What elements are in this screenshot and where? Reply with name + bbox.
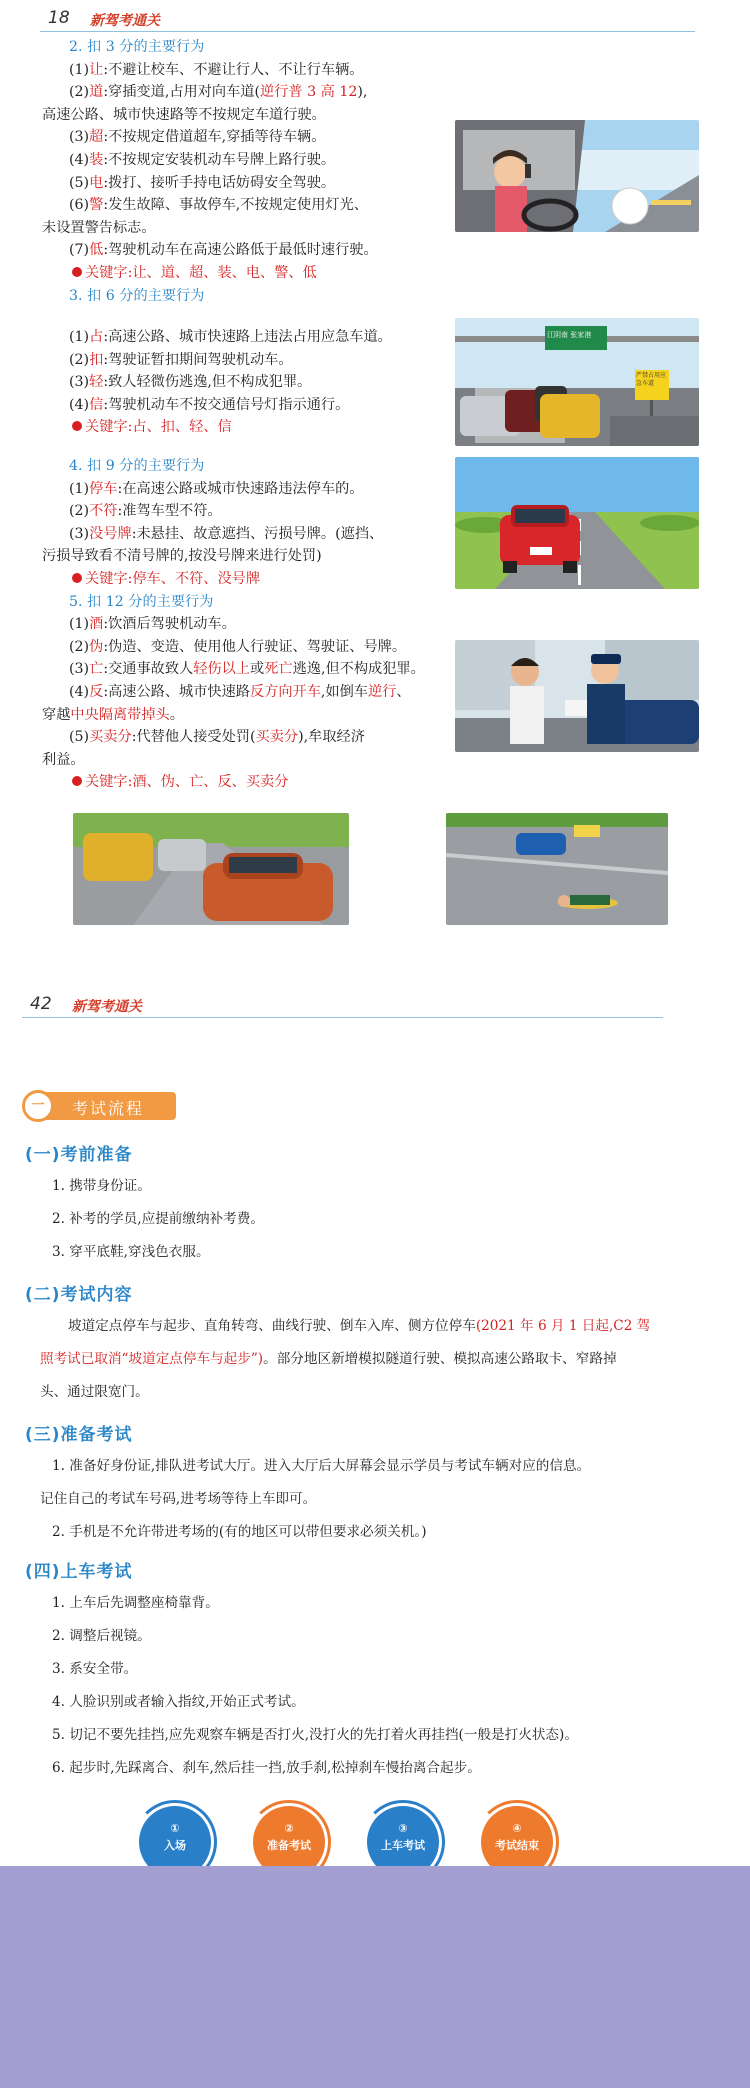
page-header: [22, 994, 663, 1018]
step-board: ③ 上车考试: [367, 1806, 439, 1878]
book-title: 新驾考通关: [72, 999, 142, 1015]
list-item: 2. 手机是不允许带进考场的(有的地区可以带但要求必须关机。): [52, 1524, 427, 1540]
rule-item: (1)停车:在高速公路或城市快速路违法停车的。: [69, 480, 364, 497]
list-item: 2. 调整后视镜。: [52, 1628, 151, 1644]
rule-item-cont: 污损导致看不清号牌的,按没号牌来进行处罚): [42, 548, 322, 565]
list-item: 1. 携带身份证。: [52, 1178, 151, 1194]
rule-item: (3)超:不按规定借道超车,穿插等待车辆。: [69, 129, 326, 146]
bottom-band: [0, 1866, 750, 2088]
section-number: 一: [22, 1090, 54, 1122]
page-header: [40, 8, 695, 32]
section-3pt: [42, 36, 447, 307]
rule-item: (1)酒:饮酒后驾驶机动车。: [69, 616, 236, 633]
keywords-3pt: 关键字:让、道、超、装、电、警、低: [42, 262, 447, 285]
page-number: 18: [48, 8, 70, 28]
heading-9pt: 4. 扣 9 分的主要行为: [69, 458, 205, 474]
rule-item: (5)电:拨打、接听手持电话妨碍安全驾驶。: [69, 174, 336, 191]
list-item: 6. 起步时,先踩离合、刹车,然后挂一挡,放手刹,松掉刹车慢抬离合起步。: [52, 1760, 481, 1776]
bullet-icon: [72, 267, 82, 277]
green-sign-text: 江阴南 张家港: [547, 331, 592, 339]
rule-item: (1)让:不避让校车、不避让行人、不让行车辆。: [69, 61, 364, 78]
illustration-police-check: [455, 640, 699, 752]
rule-item: (2)不符:准驾车型不符。: [69, 503, 222, 520]
bullet-icon: [72, 776, 82, 786]
keywords-12pt: 关键字:酒、伪、亡、反、买卖分: [42, 771, 447, 794]
list-item: 1. 准备好身份证,排队进考试大厅。进入大厅后大屏幕会显示学员与考试车辆对应的信息。: [52, 1458, 591, 1474]
exam-items: 头、通过限宽门。: [40, 1384, 149, 1400]
list-item: 5. 切记不要先挂挡,应先观察车辆是否打火,没打火的先打着火再挂挡(一般是打火状态)。: [52, 1727, 578, 1743]
keywords-9pt: 关键字:停车、不符、没号牌: [42, 568, 447, 591]
subsection-title: (一)考前准备: [25, 1145, 133, 1165]
rule-item: (3)亡:交通事故致人轻伤以上或死亡逃逸,但不构成犯罪。: [69, 661, 425, 678]
subsection-title: (四)上车考试: [25, 1562, 133, 1582]
header-rule: [40, 31, 695, 32]
list-item: 1. 上车后先调整座椅靠背。: [52, 1595, 219, 1611]
prep-list: [40, 1170, 672, 1269]
rule-item: (5)买卖分:代替他人接受处罚(买卖分),牟取经济: [69, 729, 365, 746]
section-6pt: [42, 326, 447, 439]
book-title: 新驾考通关: [90, 13, 160, 29]
exam-note: (2021 年 6 月 1 日起,C2 驾: [475, 1318, 651, 1334]
rule-item: (7)低:驾驶机动车在高速公路低于最低时速行驶。: [69, 242, 378, 259]
rule-item-cont: 高速公路、城市快速路等不按规定车道行驶。: [42, 106, 326, 123]
board-list: [40, 1587, 672, 1785]
section-tag: [24, 1092, 176, 1120]
section-9pt: [42, 455, 447, 794]
section-title: 考试流程: [72, 1099, 145, 1118]
rule-item-cont: 利益。: [42, 751, 85, 768]
step-enter: ① 入场: [139, 1806, 211, 1878]
rule-item: (4)反:高速公路、城市快速路反方向开车,如倒车逆行、: [69, 683, 411, 700]
subsection-title: (三)准备考试: [25, 1425, 133, 1445]
heading-6pt: 3. 扣 6 分的主要行为: [69, 287, 205, 304]
exam-note: 照考试已取消“坡道定点停车与起步”): [40, 1351, 264, 1367]
content-paragraph: [40, 1310, 672, 1409]
exam-items: 坡道定点停车与起步、直角转弯、曲线行驶、倒车入库、侧方位停车: [68, 1318, 476, 1334]
list-item: 2. 补考的学员,应提前缴纳补考费。: [52, 1211, 264, 1227]
list-item-cont: 记住自己的考试车号码,进考场等待上车即可。: [40, 1491, 317, 1507]
exam-items: 。部分地区新增模拟隧道行驶、模拟高速公路取卡、窄路掉: [263, 1351, 617, 1367]
rule-item: (3)没号牌:未悬挂、故意遮挡、污损号牌。(遮挡、: [69, 525, 384, 542]
header-rule: [22, 1017, 663, 1018]
rule-item: (2)道:穿插变道,占用对向车道(逆行普 3 高 12),: [69, 84, 368, 101]
keywords-6pt: 关键字:占、扣、轻、信: [42, 416, 447, 439]
rule-item-cont: 未设置警告标志。: [42, 219, 156, 236]
list-item: 4. 人脸识别或者输入指纹,开始正式考试。: [52, 1694, 305, 1710]
rule-item-cont: 穿越中央隔离带掉头。: [42, 706, 184, 723]
rule-item: (4)信:驾驶机动车不按交通信号灯指示通行。: [69, 396, 350, 413]
rule-item: (4)装:不按规定安装机动车号牌上路行驶。: [69, 151, 336, 168]
list-item: 3. 系安全带。: [52, 1661, 138, 1677]
bullet-icon: [72, 573, 82, 583]
page-18: [0, 0, 750, 960]
heading-12pt: 5. 扣 12 分的主要行为: [69, 593, 214, 610]
rule-item: (6)警:发生故障、事故停车,不按规定使用灯光、: [69, 197, 368, 214]
rule-item: (2)伪:伪造、变造、使用他人行驶证、驾驶证、号牌。: [69, 638, 407, 655]
ready-list: [40, 1450, 672, 1549]
subsection-title: (二)考试内容: [25, 1285, 133, 1305]
illustration-highway-stop: [455, 457, 699, 589]
rule-item: (3)轻:致人轻微伤逃逸,但不构成犯罪。: [69, 374, 312, 391]
list-item: 3. 穿平底鞋,穿浅色衣服。: [52, 1244, 210, 1260]
illustration-phone-driving: [455, 120, 699, 232]
yellow-sign-text: 严禁占用应急车道: [636, 372, 667, 387]
rule-item: (2)扣:驾驶证暂扣期间驾驶机动车。: [69, 351, 293, 368]
illustration-accident: [446, 813, 668, 925]
illustration-wrong-way: [73, 813, 349, 925]
page-number: 42: [30, 994, 52, 1014]
heading-3pt: 2. 扣 3 分的主要行为: [69, 39, 205, 55]
step-finish: ④ 考试结束: [481, 1806, 553, 1878]
step-prepare: ② 准备考试: [253, 1806, 325, 1878]
bullet-icon: [72, 421, 82, 431]
rule-item: (1)占:高速公路、城市快速路上违法占用应急车道。: [69, 329, 392, 345]
